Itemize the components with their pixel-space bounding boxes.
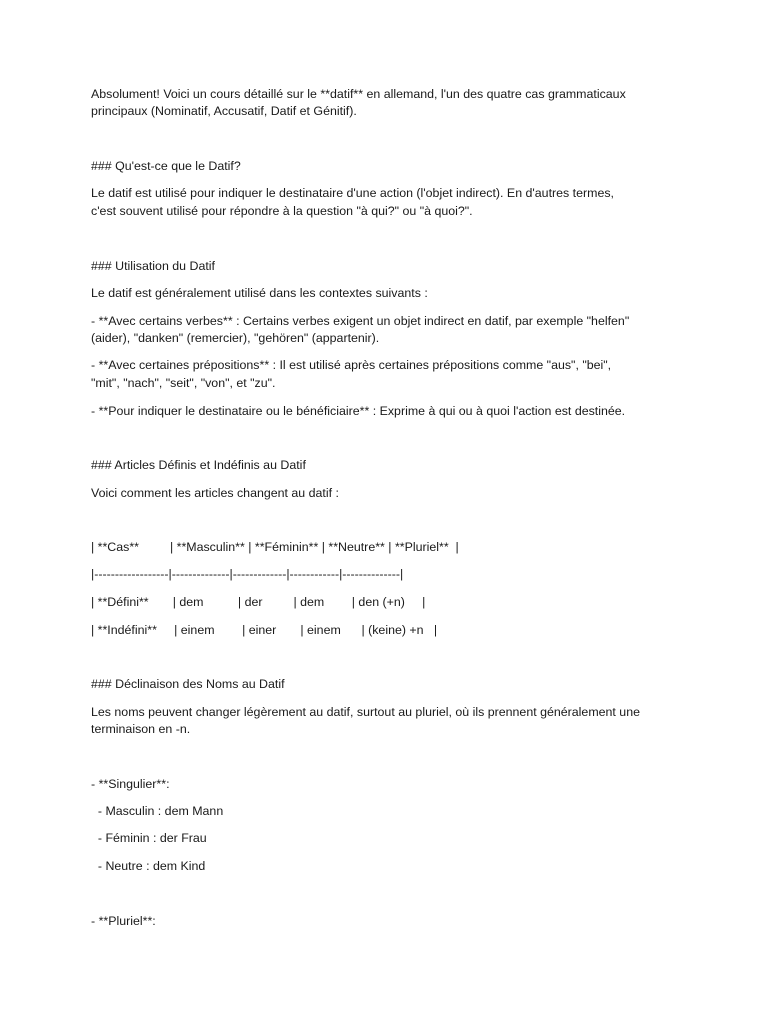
usage-preps-line-2: "mit", "nach", "seit", "von", et "zu". xyxy=(91,376,276,390)
usage-verbs-line-1: - **Avec certains verbes** : Certains verbes exigent un objet indirect en datif, par exemple "helfen" xyxy=(91,314,630,328)
table-row-indefini: | **Indéfini** | einem | einer | einem | (keine) +n | xyxy=(91,623,438,637)
heading-what-is-dative: ### Qu'est-ce que le Datif? xyxy=(91,159,241,173)
singular-feminin: - Féminin : der Frau xyxy=(91,831,207,845)
table-row-defini: | **Défini** | dem | der | dem | den (+n) | xyxy=(91,595,426,609)
plural-label: - **Pluriel**: xyxy=(91,914,156,928)
intro-line-2: principaux (Nominatif, Accusatif, Datif et Génitif). xyxy=(91,104,357,118)
usage-recipient: - **Pour indiquer le destinataire ou le bénéficiaire** : Exprime à qui ou à quoi l'action est destinée. xyxy=(91,404,626,418)
singular-neutre: - Neutre : dem Kind xyxy=(91,859,206,873)
what-line-2: c'est souvent utilisé pour répondre à la question "à qui?" ou "à quoi?". xyxy=(91,204,473,218)
usage-intro: Le datif est généralement utilisé dans les contextes suivants : xyxy=(91,286,428,300)
heading-articles: ### Articles Définis et Indéfinis au Datif xyxy=(91,458,306,472)
usage-preps-line-1: - **Avec certaines prépositions** : Il est utilisé après certaines prépositions comme "aus", "bei", xyxy=(91,358,612,372)
heading-nouns: ### Déclinaison des Noms au Datif xyxy=(91,677,285,691)
what-line-1: Le datif est utilisé pour indiquer le destinataire d'une action (l'objet indirect). En d'autres termes, xyxy=(91,186,614,200)
table-separator-row: |------------------|--------------|-------------|------------|--------------| xyxy=(91,567,404,581)
articles-intro: Voici comment les articles changent au datif : xyxy=(91,486,339,500)
intro-line-1: Absolument! Voici un cours détaillé sur le **datif** en allemand, l'un des quatre cas grammaticaux xyxy=(91,87,626,101)
nouns-line-1: Les noms peuvent changer légèrement au datif, surtout au pluriel, où ils prennent généralement une xyxy=(91,705,640,719)
heading-usage: ### Utilisation du Datif xyxy=(91,259,215,273)
table-header-row: | **Cas** | **Masculin** | **Féminin** | **Neutre** | **Pluriel** | xyxy=(91,540,459,554)
usage-verbs-line-2: (aider), "danken" (remercier), "gehören" (appartenir). xyxy=(91,331,380,345)
singular-masculin: - Masculin : dem Mann xyxy=(91,804,224,818)
nouns-line-2: terminaison en -n. xyxy=(91,722,191,736)
singular-label: - **Singulier**: xyxy=(91,777,170,791)
